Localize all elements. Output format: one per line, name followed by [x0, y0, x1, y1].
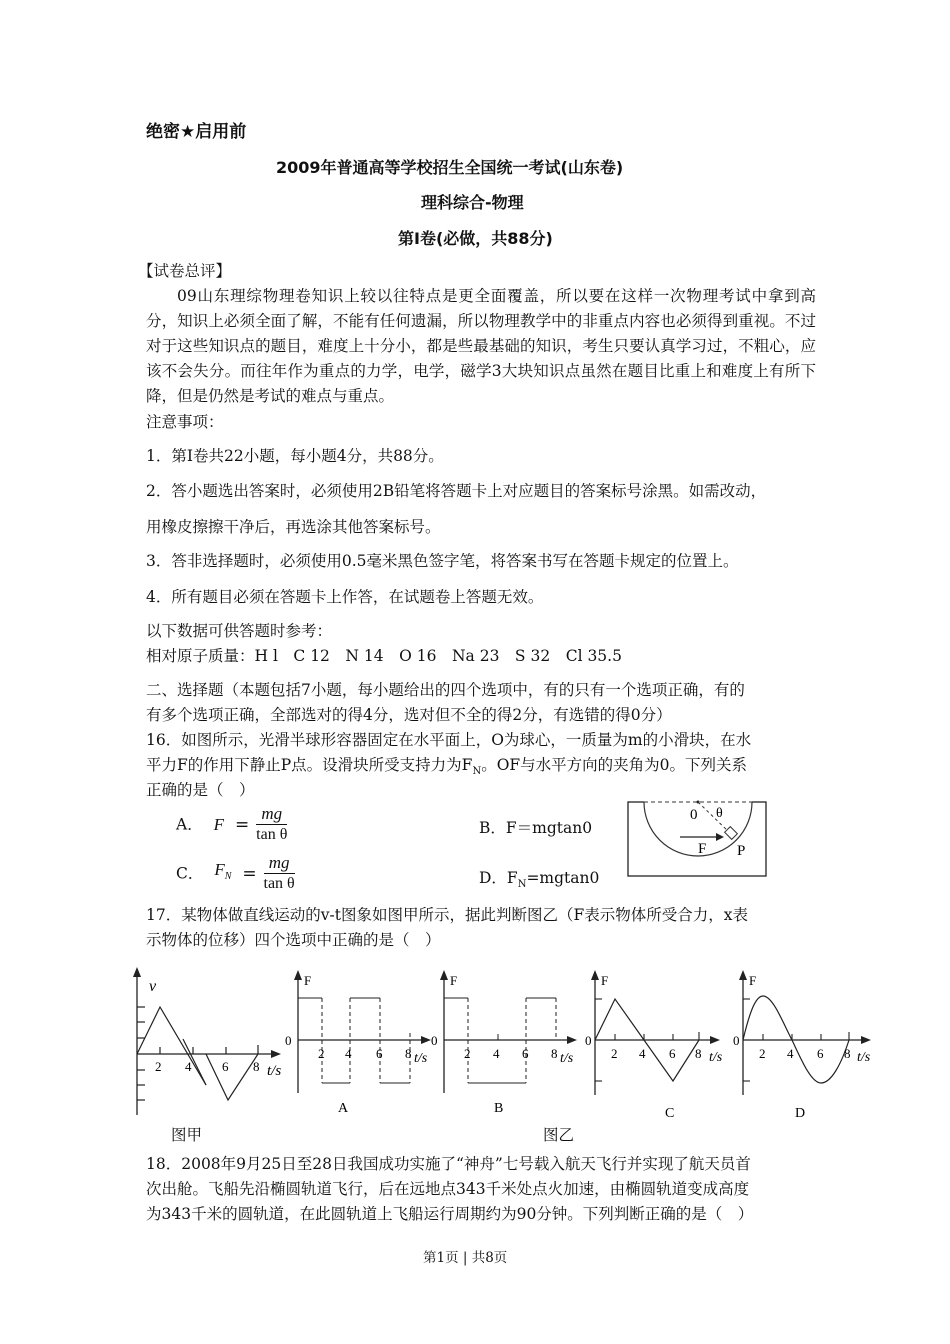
option-d-graph: [733, 965, 883, 1125]
x-tick: 4: [345, 1046, 352, 1061]
x-tick: 8: [695, 1046, 702, 1061]
review-heading: 【试卷总评】: [138, 262, 232, 280]
exam-title: 2009年普通高等学校招生全国统一考试(山东卷): [276, 158, 624, 177]
formula-fraction: [256, 804, 287, 845]
label-f: F: [698, 841, 707, 857]
x-tick: 6: [669, 1046, 676, 1061]
q16-option-c: [176, 853, 295, 894]
x-tick: 2: [759, 1046, 766, 1061]
x-tick: 6: [522, 1046, 529, 1061]
label-o: 0: [690, 807, 698, 823]
x-tick: 6: [817, 1046, 824, 1061]
formula-eq: =: [234, 814, 250, 835]
option-b-graph: [430, 965, 580, 1115]
y-label-f: F: [450, 973, 458, 988]
arrow-head-icon: [716, 833, 724, 841]
option-b-label: B: [494, 1101, 504, 1115]
q16-option-b: B．F＝mgtan0: [479, 819, 593, 837]
section2-line: 二、选择题（本题包括7小题，每小题给出的四个选项中，有的只有一个选项正确，有的: [146, 681, 745, 699]
x-tick: 8: [551, 1046, 558, 1061]
y-axis-arrow-icon: [591, 970, 599, 980]
option-label: A．: [176, 815, 203, 834]
label-p: P: [737, 843, 746, 859]
y-axis-arrow-icon: [294, 970, 302, 980]
x-tick: 4: [493, 1046, 500, 1061]
x-label-ts: t/s: [267, 1063, 282, 1079]
x-tick: 6: [222, 1059, 229, 1074]
q16-option-a: [176, 804, 287, 845]
denominator: tan θ: [256, 826, 288, 843]
section2-line: 有多个选项正确，全部选对的得4分，选对但不全的得2分，有选错的得0分）: [146, 706, 672, 724]
formula-lhs: F: [213, 814, 225, 834]
page-footer: 第1页 | 共8页: [423, 1250, 508, 1266]
review-body: 09山东理综物理卷知识上较以往特点是更全面覆盖，所以要在这样一次物理考试中拿到高分，知识上必须全面了解，不能有任何遗漏，所以物理教学中的非重点内容也必须得到重视。不过对于这些知识点的题目，难度上十分小，都是些最基础的知识，考生只要认真学习过，不粗心，应该不会失分。而往年作为重点的力学，电学，磁学3大块知识点虽然在题目比重上和难度上有所下降，但是仍然是考试的难点与重点。: [146, 287, 816, 405]
formula-lhs-symbol: F: [214, 859, 225, 879]
x-axis-arrow-icon: [271, 1050, 281, 1058]
label-theta: θ: [716, 806, 723, 821]
x-tick: 8: [405, 1046, 412, 1061]
x-label-ts: t/s: [857, 1050, 871, 1065]
x-tick: 8: [844, 1046, 851, 1061]
x-tick: 6: [376, 1046, 383, 1061]
origin-label: 0: [285, 1033, 292, 1048]
y-label-f: F: [749, 973, 757, 988]
atomic-masses: 相对原子质量：H l C 12 N 14 O 16 Na 23 S 32 Cl 35.5: [146, 647, 622, 665]
x-tick: 4: [185, 1059, 192, 1074]
formula-lhs: [214, 859, 232, 883]
y-axis-arrow-icon: [133, 967, 141, 977]
note-item: 用橡皮擦擦干净后，再选涂其他答案标号。: [146, 518, 441, 536]
q16-option-d: [479, 866, 599, 897]
x-axis-arrow-icon: [567, 1036, 577, 1044]
vt-graph: [125, 965, 295, 1125]
origin-label: 0: [585, 1033, 592, 1048]
note-item: 3．答非选择题时，必须使用0.5毫米黑色签字笔，将答案书写在答题卡规定的位置上。: [146, 552, 739, 570]
denominator: tan θ: [263, 875, 295, 892]
numerator: mg: [256, 804, 287, 825]
x-label-ts: t/s: [414, 1051, 428, 1066]
slider-block: [725, 827, 738, 840]
q18-line: 次出舱。飞船先沿椭圆轨道飞行，后在远地点343千米处点火加速，由椭圆轨道变成高度: [146, 1180, 750, 1198]
formula-eq: =: [242, 863, 257, 884]
y-label-f: F: [304, 973, 312, 988]
option-c-label: C: [665, 1106, 675, 1121]
y-axis-arrow-icon: [739, 970, 747, 980]
option-text: =mgtan0: [526, 869, 600, 887]
q16-bowl-figure: [620, 795, 780, 885]
note-item: 4．所有题目必须在答题卡上作答，在试题卷上答题无效。: [146, 588, 544, 606]
x-axis-arrow-icon: [710, 1036, 720, 1044]
note-item: 1．第I卷共22小题，每小题4分，共88分。: [146, 447, 444, 465]
fig-jia-caption: 图甲: [171, 1126, 203, 1144]
q17-line: 17．某物体做直线运动的v-t图象如图甲所示，据此判断图乙（F表示物体所受合力，x表: [146, 906, 748, 924]
option-d-label: D: [795, 1106, 806, 1121]
part-title: 第Ⅰ卷(必做，共88分): [398, 229, 553, 248]
origin-label: 0: [431, 1033, 438, 1048]
secrecy-label: 绝密★启用前: [146, 122, 247, 142]
origin-label: 0: [733, 1033, 740, 1048]
option-text: D．F: [479, 869, 518, 887]
notes-heading: 注意事项：: [146, 413, 224, 431]
q18-line: 18．2008年9月25日至28日我国成功实施了“神舟”七号载入航天飞行并实现了航天员首: [146, 1155, 751, 1173]
formula-fraction: [264, 853, 295, 894]
note-item: 2．答小题选出答案时，必须使用2B铅笔将答题卡上对应题目的答案标号涂黑。如需改动，: [146, 482, 767, 500]
x-tick: 2: [464, 1046, 471, 1061]
y-axis-arrow-icon: [440, 970, 448, 980]
reference-heading: 以下数据可供答题时参考：: [146, 622, 333, 640]
fig-yi-caption: 图乙: [543, 1126, 575, 1144]
x-tick: 4: [787, 1046, 794, 1061]
q16-line: 16．如图所示，光滑半球形容器固定在水平面上，O为球心，一质量为m的小滑块，在水: [146, 731, 752, 749]
q16-text: 平力F的作用下静止P点。设滑块所受支持力为F: [146, 756, 473, 774]
y-label-f: F: [601, 973, 609, 988]
q16-line: 正确的是（ ）: [146, 781, 255, 799]
x-tick: 4: [639, 1046, 646, 1061]
option-a-label: A: [338, 1101, 349, 1115]
x-tick: 2: [318, 1046, 325, 1061]
x-label-ts: t/s: [709, 1050, 723, 1065]
option-sub: N: [517, 879, 527, 891]
x-tick: 2: [155, 1059, 162, 1074]
q16-sub: N: [472, 766, 482, 778]
x-label-ts: t/s: [560, 1051, 574, 1066]
q16-text: 。OF与水平方向的夹角为0。下列关系: [481, 756, 748, 774]
q17-line: 示物体的位移）四个选项中正确的是（ ）: [146, 931, 441, 949]
option-a-graph: [284, 965, 434, 1115]
x-axis-arrow-icon: [861, 1036, 871, 1044]
y-label-v: v: [149, 978, 157, 995]
option-c-graph: [585, 965, 735, 1125]
option-label: C．: [176, 864, 204, 883]
subject-title: 理科综合-物理: [421, 193, 524, 212]
q18-line: 为343千米的圆轨道，在此圆轨道上飞船运行周期约为90分钟。下列判断正确的是（ ）: [146, 1205, 754, 1223]
numerator: mg: [264, 853, 295, 874]
formula-lhs-sub: N: [224, 871, 232, 883]
x-tick: 8: [253, 1059, 260, 1074]
x-tick: 2: [611, 1046, 618, 1061]
